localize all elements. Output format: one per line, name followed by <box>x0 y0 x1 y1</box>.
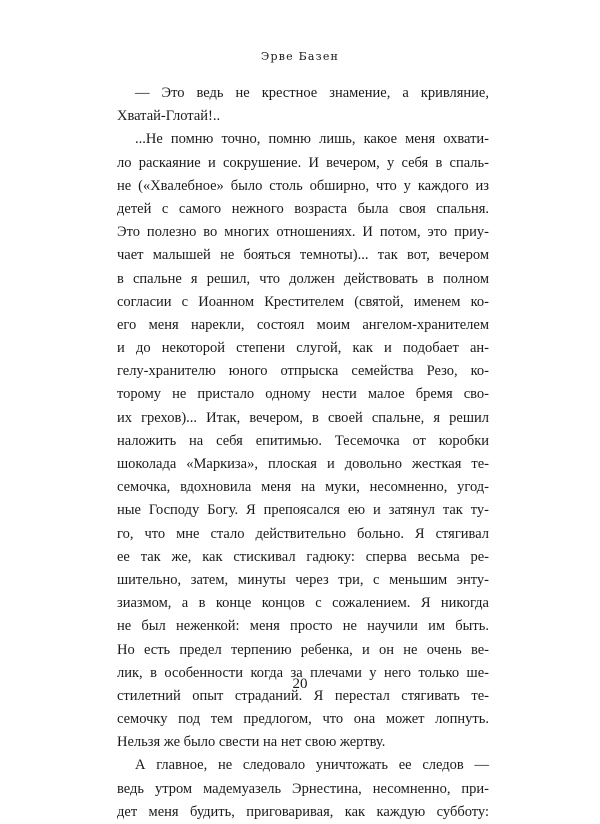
text-line: А главное, не следовало уничтожать ее следов — <box>135 757 489 774</box>
text-line: дет меня будить, приговаривая, как каждую субботу: <box>117 803 489 820</box>
text-line: чает малышей не бояться темноты)... так вот, вечером <box>117 247 489 264</box>
text-line: ...Не помню точно, помню лишь, какое меня охвати- <box>135 131 489 148</box>
text-line: Это полезно во многих отношениях. И потом, это приу- <box>117 224 489 241</box>
text-line: ло раскаяние и сокрушение. И вечером, у себя в спаль- <box>117 154 489 171</box>
text-line: Но есть предел терпению ребенка, и он не очень ве- <box>117 641 489 658</box>
text-line: семочка, вдохновила меня на муки, несомненно, угод- <box>117 479 489 496</box>
text-line: в спальне я решил, что должен действовать в полном <box>117 270 489 287</box>
text-line: шительно, затем, минуты через три, с меньшим энту- <box>117 571 489 588</box>
text-line: лик, в особенности когда за плечами у него только ше- <box>117 664 489 681</box>
text-line: их грехов)... Итак, вечером, в своей спальне, я решил <box>117 409 489 426</box>
text-line: го, что мне стало действительно больно. Я стягивал <box>117 525 489 542</box>
text-line: его меня нарекли, состоял моим ангелом-хранителем <box>117 316 489 333</box>
text-line: ные Господу Богу. Я препоясался ею и затянул так ту- <box>117 502 489 519</box>
running-head: Эрве Базен <box>260 50 340 63</box>
text-line: шоколада «Маркиза», плоская и довольно жесткая те- <box>117 456 489 472</box>
text-line: согласии с Иоанном Крестителем (святой, именем ко- <box>117 293 489 310</box>
text-line: ведь утром мадемуазель Эрнестина, несомненно, при- <box>117 780 489 797</box>
text-line: не был неженкой: меня просто не научили им быть. <box>117 618 489 635</box>
text-line: семочку под тем предлогом, что она может лопнуть. <box>117 711 489 728</box>
text-line: Хватай-Глотай!.. <box>117 108 221 125</box>
text-line: зиазмом, а в конце концов с сожалением. Я никогда <box>117 595 489 612</box>
text-line: — Это ведь не крестное знамение, а кривляние, <box>135 85 489 101</box>
text-line: ее так же, как стискивал гадюку: сперва весьма ре- <box>117 548 489 565</box>
text-line: стилетний опыт страданий. Я перестал стягивать те- <box>117 687 489 704</box>
page-number: 20 <box>292 676 308 692</box>
text-line: гелу-хранителю юного отпрыска семейства Резо, ко- <box>117 363 489 380</box>
text-line: Нельзя же было свести на нет свою жертву. <box>117 734 386 751</box>
text-line: наложить на себя епитимью. Тесемочка от коробки <box>117 432 489 449</box>
text-line: не («Хвалебное» было столь обширно, что у каждого из <box>117 177 489 194</box>
body-text <box>117 82 489 824</box>
text-line: детей с самого нежного возраста была своя спальня. <box>117 200 489 217</box>
text-line: и до некоторой степени слугой, как и подобает ан- <box>117 340 489 357</box>
text-line: торому не пристало одному нести малое бремя сво- <box>117 386 489 403</box>
